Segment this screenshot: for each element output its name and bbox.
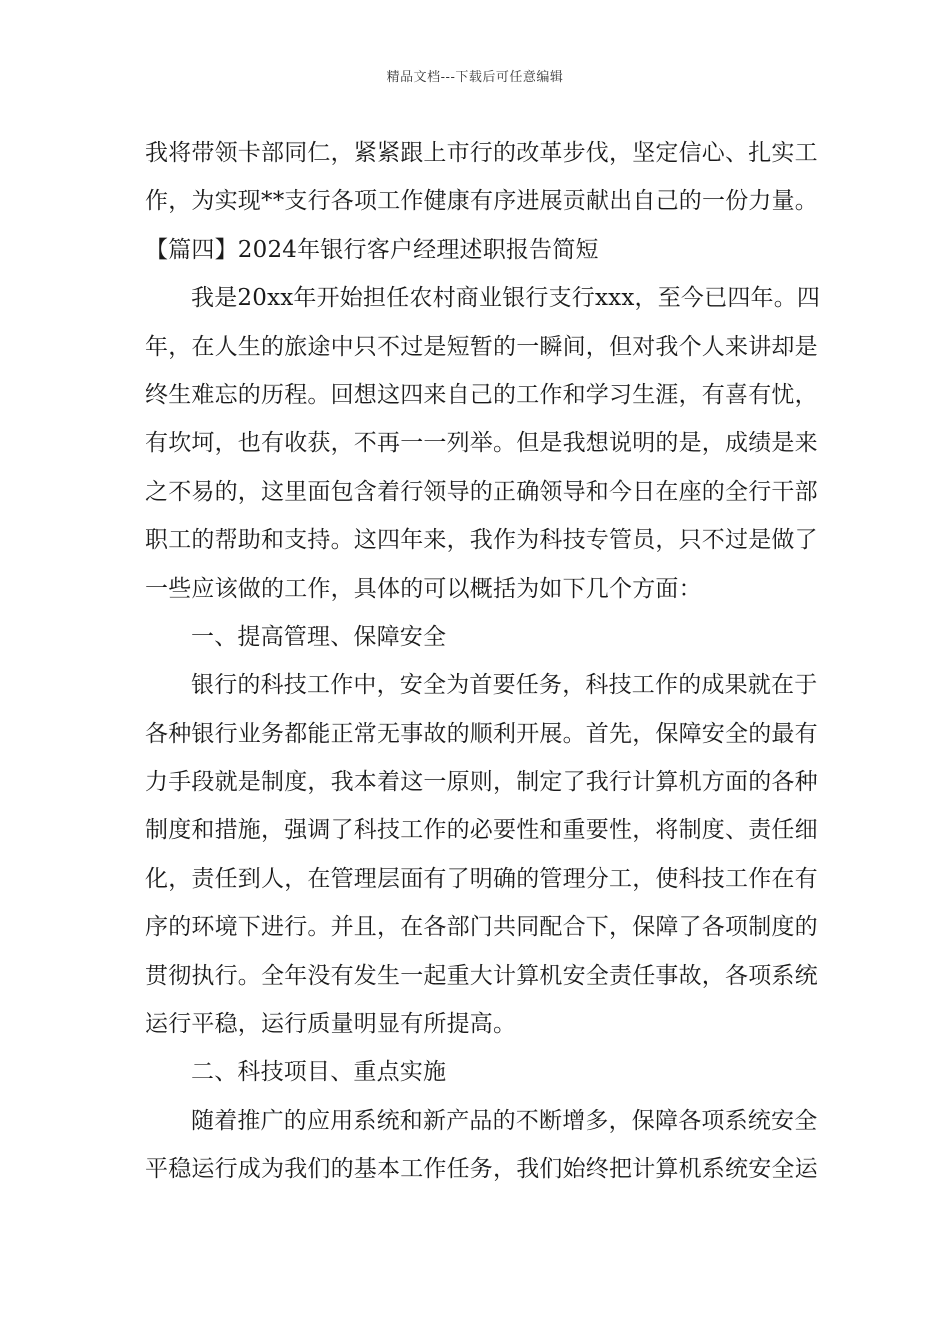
text-line: 二、科技项目、重点实施 [191, 1059, 447, 1086]
text-line: 运行平稳，运行质量明显有所提高。 [145, 1011, 517, 1038]
text-line: 贯彻执行。全年没有发生一起重大计算机安全责任事故，各项系统 [145, 962, 818, 989]
text-line: 随着推广的应用系统和新产品的不断增多，保障各项系统安全 [191, 1107, 818, 1134]
text-line: 力手段就是制度，我本着这一原则，制定了我行计算机方面的各种 [145, 769, 818, 796]
text-line: 终生难忘的历程。回想这四来自己的工作和学习生涯，有喜有忧， [145, 381, 818, 408]
text-line: 年，在人生的旅途中只不过是短暂的一瞬间，但对我个人来讲却是 [145, 333, 818, 360]
text-line: 化，责任到人，在管理层面有了明确的管理分工，使科技工作在有 [145, 865, 818, 892]
text-line: 平稳运行成为我们的基本工作任务，我们始终把计算机系统安全运 [145, 1156, 818, 1183]
page-header: 精品文档---下载后可任意编辑 [386, 70, 564, 85]
text-line: 【篇四】2024年银行客户经理述职报告简短 [145, 236, 599, 263]
document-body [145, 133, 821, 1198]
text-line: 我是20xx年开始担任农村商业银行支行xxx，至今已四年。四 [191, 285, 821, 312]
text-line: 有坎坷，也有收获，不再一一列举。但是我想说明的是，成绩是来 [145, 430, 818, 457]
text-line: 之不易的，这里面包含着行领导的正确领导和今日在座的全行干部 [145, 478, 818, 505]
text-line: 各种银行业务都能正常无事故的顺利开展。首先，保障安全的最有 [145, 720, 818, 747]
text-line: 一、提高管理、保障安全 [191, 623, 447, 650]
text-line: 银行的科技工作中，安全为首要任务，科技工作的成果就在于 [191, 672, 818, 699]
text-line: 一些应该做的工作，具体的可以概括为如下几个方面： [145, 575, 702, 602]
text-line: 我将带领卡部同仁，紧紧跟上市行的改革步伐，坚定信心、扎实工 [145, 140, 818, 166]
text-line: 序的环境下进行。并且，在各部门共同配合下，保障了各项制度的 [145, 914, 818, 941]
text-line: 职工的帮助和支持。这四年来，我作为科技专管员，只不过是做了 [145, 527, 818, 554]
text-line: 作，为实现**支行各项工作健康有序进展贡献出自己的一份力量。 [145, 188, 818, 215]
text-line: 制度和措施，强调了科技工作的必要性和重要性，将制度、责任细 [145, 817, 818, 844]
